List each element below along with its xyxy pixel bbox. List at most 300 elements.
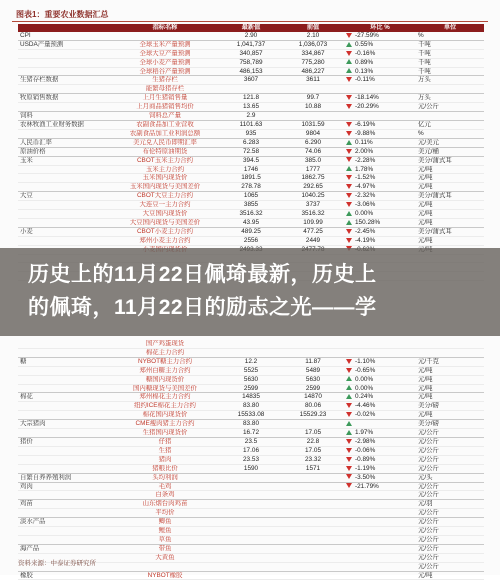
row-category bbox=[18, 218, 110, 227]
row-change bbox=[344, 340, 416, 348]
down-triangle-icon bbox=[346, 104, 352, 109]
row-change-text: -1.10% bbox=[355, 357, 376, 365]
row-previous-value bbox=[282, 147, 344, 156]
row-previous-value-text: 5630 bbox=[305, 375, 321, 383]
row-previous-value-text: 6.290 bbox=[305, 138, 321, 146]
row-indicator bbox=[110, 40, 220, 49]
row-latest-value-text: 43.95 bbox=[243, 218, 259, 226]
row-change-text: -4.97% bbox=[355, 183, 376, 191]
row-unit bbox=[416, 156, 484, 165]
row-change bbox=[344, 464, 416, 473]
row-change-text: -6.19% bbox=[355, 120, 376, 128]
row-previous-value-text: 1777 bbox=[305, 165, 321, 173]
row-previous-value-text: 1,036,073 bbox=[298, 40, 328, 48]
down-triangle-icon bbox=[346, 95, 352, 100]
row-unit-text: 元/公斤 bbox=[418, 527, 439, 535]
row-category-text: CPI bbox=[20, 31, 31, 39]
row-change bbox=[344, 473, 416, 482]
table-row bbox=[18, 138, 484, 147]
row-change bbox=[344, 236, 416, 245]
row-latest-value-text: 1101.63 bbox=[239, 120, 263, 128]
row-unit-text: 美分/磅 bbox=[418, 402, 439, 410]
row-previous-value-text: 15529.23 bbox=[299, 411, 327, 419]
row-unit bbox=[416, 103, 484, 112]
row-latest-value bbox=[220, 500, 282, 509]
row-indicator-text: 全球玉米产量预测 bbox=[139, 40, 191, 48]
row-unit-text: 元/吨 bbox=[418, 165, 433, 173]
col-header: 最新值 bbox=[220, 24, 282, 32]
row-unit-text: % bbox=[418, 31, 424, 39]
row-indicator bbox=[110, 76, 220, 85]
row-change-text: 150.28% bbox=[355, 218, 381, 226]
row-change bbox=[344, 482, 416, 491]
row-change bbox=[344, 227, 416, 236]
row-latest-value bbox=[220, 67, 282, 76]
row-previous-value-text: 74.06 bbox=[305, 147, 321, 155]
row-previous-value bbox=[282, 571, 344, 580]
row-previous-value bbox=[282, 402, 344, 411]
row-category bbox=[18, 393, 110, 402]
row-indicator bbox=[110, 192, 220, 201]
title-overlay-banner bbox=[0, 248, 500, 336]
row-latest-value bbox=[220, 49, 282, 58]
row-unit-text: 元/吨 bbox=[418, 366, 433, 374]
row-category-text: 牧原销售数据 bbox=[20, 94, 59, 102]
row-previous-value-text: 1040.25 bbox=[301, 192, 325, 200]
row-previous-value bbox=[282, 58, 344, 67]
row-change-text: -2.32% bbox=[355, 192, 376, 200]
row-unit bbox=[416, 393, 484, 402]
row-previous-value-text: 5489 bbox=[305, 366, 321, 374]
row-category bbox=[18, 411, 110, 420]
row-latest-value bbox=[220, 420, 282, 429]
row-indicator-text: 棉花主力合约 bbox=[145, 348, 185, 356]
row-latest-value bbox=[220, 94, 282, 103]
row-category-text: 大宗猪肉 bbox=[20, 420, 46, 428]
row-indicator bbox=[110, 201, 220, 210]
row-indicator bbox=[110, 491, 220, 500]
row-previous-value bbox=[282, 67, 344, 76]
row-latest-value-text: 16.72 bbox=[243, 429, 259, 437]
row-previous-value bbox=[282, 527, 344, 536]
row-category bbox=[18, 509, 110, 518]
row-previous-value bbox=[282, 455, 344, 464]
row-change bbox=[344, 32, 416, 40]
down-triangle-icon bbox=[346, 51, 352, 56]
row-latest-value-text: 23.53 bbox=[243, 455, 259, 463]
row-latest-value bbox=[220, 138, 282, 147]
row-latest-value-text: 278.78 bbox=[241, 183, 261, 191]
table-row bbox=[18, 429, 484, 438]
row-unit-text: 元/公斤 bbox=[418, 437, 439, 445]
row-change-text: -2.28% bbox=[355, 156, 376, 164]
table-row bbox=[18, 76, 484, 85]
row-unit-text: 元/公斤 bbox=[418, 103, 439, 111]
row-change-text: -4.46% bbox=[355, 402, 376, 410]
table-row bbox=[18, 437, 484, 446]
row-change-text: 0.11% bbox=[355, 138, 373, 146]
row-unit-text: 美分/磅 bbox=[418, 420, 439, 428]
col-header: 单位 bbox=[416, 24, 484, 32]
row-category bbox=[18, 375, 110, 384]
row-unit bbox=[416, 201, 484, 210]
row-indicator bbox=[110, 500, 220, 509]
row-category bbox=[18, 147, 110, 156]
row-latest-value bbox=[220, 85, 282, 94]
row-category-text: 糖 bbox=[20, 357, 27, 365]
row-indicator bbox=[110, 420, 220, 429]
row-previous-value bbox=[282, 218, 344, 227]
down-triangle-icon bbox=[346, 157, 352, 162]
row-indicator bbox=[110, 236, 220, 245]
row-previous-value bbox=[282, 76, 344, 85]
up-triangle-icon bbox=[346, 376, 352, 381]
row-indicator-text: 农副食品加工业利润总额 bbox=[129, 129, 201, 137]
row-latest-value bbox=[220, 129, 282, 138]
table-row bbox=[18, 129, 484, 138]
row-latest-value bbox=[220, 375, 282, 384]
row-category bbox=[18, 455, 110, 464]
row-indicator-text: 毛鸡 bbox=[158, 482, 172, 490]
row-indicator bbox=[110, 571, 220, 580]
row-category bbox=[18, 67, 110, 76]
row-latest-value-text: 489.25 bbox=[241, 227, 261, 235]
row-change bbox=[344, 58, 416, 67]
row-indicator-text: 生猪存栏 bbox=[152, 76, 178, 84]
row-unit-text: 元/公斤 bbox=[418, 446, 439, 454]
row-indicator-text: 大豆国内现货与美国差价 bbox=[129, 218, 201, 226]
row-unit bbox=[416, 411, 484, 420]
row-change-text: -27.59% bbox=[355, 31, 379, 39]
row-previous-value-text: 80.06 bbox=[305, 402, 321, 410]
row-indicator-text: 带鱼 bbox=[158, 544, 172, 552]
row-previous-value bbox=[282, 129, 344, 138]
row-unit bbox=[416, 527, 484, 536]
row-previous-value-text: 14870 bbox=[304, 393, 322, 401]
row-indicator bbox=[110, 49, 220, 58]
row-indicator-text: CBOT大豆主力合约 bbox=[136, 192, 194, 200]
row-unit-text: 元/公斤 bbox=[418, 553, 439, 561]
up-triangle-icon bbox=[346, 421, 352, 426]
row-previous-value bbox=[282, 156, 344, 165]
row-change bbox=[344, 138, 416, 147]
row-indicator bbox=[110, 411, 220, 420]
row-change bbox=[344, 120, 416, 129]
down-triangle-icon bbox=[346, 457, 352, 462]
row-change bbox=[344, 156, 416, 165]
row-previous-value-text: 1031.59 bbox=[301, 120, 325, 128]
up-triangle-icon bbox=[346, 394, 352, 399]
row-category bbox=[18, 518, 110, 527]
table-row bbox=[18, 32, 484, 40]
row-indicator bbox=[110, 103, 220, 112]
row-latest-value bbox=[220, 429, 282, 438]
row-category bbox=[18, 32, 110, 40]
row-unit bbox=[416, 340, 484, 348]
up-triangle-icon bbox=[346, 42, 352, 47]
down-triangle-icon bbox=[346, 202, 352, 207]
row-category bbox=[18, 210, 110, 219]
row-indicator-text: CBOT玉米主力合约 bbox=[136, 156, 194, 164]
row-change bbox=[344, 210, 416, 219]
row-latest-value bbox=[220, 455, 282, 464]
row-indicator bbox=[110, 120, 220, 129]
row-indicator-text: 糖国内现货价 bbox=[145, 375, 185, 383]
row-previous-value bbox=[282, 227, 344, 236]
row-previous-value-text: 1862.75 bbox=[301, 174, 325, 182]
row-indicator bbox=[110, 482, 220, 491]
row-indicator-text: NYBOT橡胶 bbox=[147, 571, 183, 579]
row-indicator bbox=[110, 473, 220, 482]
row-change-text: -3.50% bbox=[355, 473, 376, 481]
row-previous-value-text: 775,280 bbox=[301, 58, 325, 66]
row-previous-value bbox=[282, 210, 344, 219]
row-unit-text: 元/吨 bbox=[418, 384, 433, 392]
row-change-text: 0.00% bbox=[355, 210, 374, 218]
row-category-text: 鸡苗 bbox=[20, 500, 33, 508]
row-previous-value bbox=[282, 553, 344, 562]
row-latest-value-text: 2599 bbox=[243, 384, 259, 392]
row-category bbox=[18, 437, 110, 446]
row-previous-value bbox=[282, 429, 344, 438]
row-previous-value bbox=[282, 375, 344, 384]
up-triangle-icon bbox=[346, 385, 352, 390]
table-body-lower bbox=[18, 340, 484, 580]
row-category bbox=[18, 544, 110, 553]
row-latest-value bbox=[220, 40, 282, 49]
row-category bbox=[18, 76, 110, 85]
up-triangle-icon bbox=[346, 140, 352, 145]
row-indicator-text: 猪粮比价 bbox=[152, 464, 178, 472]
row-unit bbox=[416, 120, 484, 129]
table-row bbox=[18, 40, 484, 49]
row-indicator bbox=[110, 464, 220, 473]
row-unit bbox=[416, 491, 484, 500]
row-latest-value bbox=[220, 544, 282, 553]
row-category bbox=[18, 236, 110, 245]
table-row bbox=[18, 527, 484, 536]
row-latest-value-text: 1891.5 bbox=[241, 174, 261, 182]
row-category bbox=[18, 183, 110, 192]
row-category-text: 饲料 bbox=[20, 112, 33, 120]
row-unit bbox=[416, 571, 484, 580]
row-indicator bbox=[110, 429, 220, 438]
table-row bbox=[18, 112, 484, 121]
row-change bbox=[344, 491, 416, 500]
row-category bbox=[18, 402, 110, 411]
row-latest-value bbox=[220, 227, 282, 236]
row-latest-value bbox=[220, 535, 282, 544]
down-triangle-icon bbox=[346, 175, 352, 180]
row-change bbox=[344, 375, 416, 384]
agri-data-table-lower bbox=[18, 340, 484, 580]
table-row bbox=[18, 384, 484, 393]
row-unit bbox=[416, 192, 484, 201]
row-indicator-text: 上月商品猪销售均价 bbox=[136, 103, 194, 111]
row-latest-value-text: 935 bbox=[245, 129, 257, 137]
row-indicator-text: NYBOT糖主力合约 bbox=[138, 357, 192, 365]
row-latest-value bbox=[220, 509, 282, 518]
row-category bbox=[18, 348, 110, 357]
row-category bbox=[18, 103, 110, 112]
row-category-text: 人民币汇率 bbox=[20, 138, 52, 146]
row-indicator bbox=[110, 156, 220, 165]
row-unit-text: 美分/蒲式耳 bbox=[418, 192, 452, 200]
row-unit bbox=[416, 174, 484, 183]
row-indicator-text: 玉米主力合约 bbox=[145, 165, 185, 173]
down-triangle-icon bbox=[346, 238, 352, 243]
row-unit-text: 元/公斤 bbox=[418, 429, 439, 437]
table-row bbox=[18, 147, 484, 156]
row-indicator bbox=[110, 210, 220, 219]
row-change-text: -1.52% bbox=[355, 174, 376, 182]
table-row bbox=[18, 183, 484, 192]
row-indicator bbox=[110, 58, 220, 67]
row-latest-value-text: 5525 bbox=[243, 366, 259, 374]
row-unit-text: 元/吨 bbox=[418, 571, 433, 579]
row-change bbox=[344, 112, 416, 121]
table-row bbox=[18, 482, 484, 491]
table-row bbox=[18, 544, 484, 553]
down-triangle-icon bbox=[346, 229, 352, 234]
row-unit bbox=[416, 67, 484, 76]
row-category bbox=[18, 85, 110, 94]
row-indicator-text: 山东烟台肉鸡苗 bbox=[142, 500, 188, 508]
table-row bbox=[18, 340, 484, 348]
row-change bbox=[344, 76, 416, 85]
row-category bbox=[18, 192, 110, 201]
row-indicator-text: 全球稻谷产量预测 bbox=[139, 67, 191, 75]
row-indicator bbox=[110, 67, 220, 76]
row-latest-value bbox=[220, 156, 282, 165]
row-previous-value-text: 17.05 bbox=[305, 429, 321, 437]
row-indicator-text: 能繁母猪存栏 bbox=[145, 85, 185, 93]
row-category bbox=[18, 129, 110, 138]
table-row bbox=[18, 518, 484, 527]
overlay-title: 历史上的11月22日佩琦最新，历史上 的佩琦，11月22日的励志之光——学 bbox=[28, 263, 377, 319]
row-change bbox=[344, 366, 416, 375]
row-category bbox=[18, 535, 110, 544]
down-triangle-icon bbox=[346, 122, 352, 127]
row-latest-value-text: 1746 bbox=[243, 165, 259, 173]
row-latest-value bbox=[220, 183, 282, 192]
row-previous-value-text: 385.0 bbox=[305, 156, 321, 164]
row-category-text: 自繁自养养殖利润 bbox=[20, 473, 72, 481]
row-indicator-text: 大豆国内现货价 bbox=[142, 210, 188, 218]
row-indicator-text: 大连豆一主力合约 bbox=[139, 201, 191, 209]
row-category-text: 棉花 bbox=[20, 393, 33, 401]
row-change-text: -0.02% bbox=[355, 411, 376, 419]
row-previous-value bbox=[282, 85, 344, 94]
row-indicator bbox=[110, 340, 220, 348]
row-latest-value bbox=[220, 210, 282, 219]
row-unit-text: 元/公斤 bbox=[418, 544, 439, 552]
up-triangle-icon bbox=[346, 166, 352, 171]
row-change-text: -20.29% bbox=[355, 103, 379, 111]
table-header-row bbox=[18, 24, 484, 32]
row-indicator-text: 农副食品加工业营收 bbox=[136, 120, 194, 128]
row-previous-value-text: 1571 bbox=[305, 464, 321, 472]
row-category bbox=[18, 138, 110, 147]
row-latest-value-text: 17.06 bbox=[243, 446, 259, 454]
row-previous-value-text: 11.87 bbox=[305, 357, 321, 365]
row-unit-text: 元/吨 bbox=[418, 236, 433, 244]
row-previous-value bbox=[282, 384, 344, 393]
row-category bbox=[18, 500, 110, 509]
row-category bbox=[18, 40, 110, 49]
row-unit bbox=[416, 464, 484, 473]
row-unit-text: 元/公斤 bbox=[418, 464, 439, 472]
row-previous-value bbox=[282, 183, 344, 192]
row-unit-text: 元/吨 bbox=[418, 375, 433, 383]
row-previous-value bbox=[282, 366, 344, 375]
table-row bbox=[18, 357, 484, 366]
row-category-text: 生猪存栏数据 bbox=[20, 76, 59, 84]
row-change bbox=[344, 183, 416, 192]
row-change bbox=[344, 129, 416, 138]
row-category-text: 淡水产品 bbox=[20, 518, 46, 526]
row-latest-value bbox=[220, 437, 282, 446]
row-latest-value-text: 2556 bbox=[243, 236, 259, 244]
row-indicator bbox=[110, 165, 220, 174]
row-latest-value-text: 12.2 bbox=[244, 357, 258, 365]
row-unit-text: 元/公斤 bbox=[418, 509, 439, 517]
table-row bbox=[18, 411, 484, 420]
row-latest-value-text: 340,857 bbox=[239, 49, 263, 57]
row-latest-value-text: 121.8 bbox=[243, 94, 259, 102]
row-unit bbox=[416, 562, 484, 571]
row-previous-value bbox=[282, 491, 344, 500]
row-indicator bbox=[110, 455, 220, 464]
row-category-text: 农林牧渔工业财务数据 bbox=[20, 120, 84, 128]
row-unit bbox=[416, 544, 484, 553]
row-unit bbox=[416, 420, 484, 429]
down-triangle-icon bbox=[346, 448, 352, 453]
table-row bbox=[18, 420, 484, 429]
down-triangle-icon bbox=[346, 474, 352, 479]
row-indicator-text: 全球小麦产量预测 bbox=[139, 58, 191, 66]
row-change-text: -0.06% bbox=[355, 446, 376, 454]
row-change bbox=[344, 201, 416, 210]
row-category bbox=[18, 94, 110, 103]
row-previous-value bbox=[282, 562, 344, 571]
row-previous-value-text: 23.32 bbox=[305, 455, 321, 463]
table-row bbox=[18, 375, 484, 384]
row-change-text: 1.97% bbox=[355, 429, 374, 437]
row-indicator-text: 仔猪 bbox=[158, 437, 172, 445]
row-indicator bbox=[110, 384, 220, 393]
col-header: 指标名称 bbox=[110, 24, 220, 32]
row-change bbox=[344, 571, 416, 580]
down-triangle-icon bbox=[346, 193, 352, 198]
row-indicator-text: 郑州棉花主力合约 bbox=[139, 393, 191, 401]
row-indicator-text: CBOT小麦主力合约 bbox=[136, 227, 194, 235]
row-unit-text: 元/千克 bbox=[418, 357, 439, 365]
row-latest-value-text: 5630 bbox=[243, 375, 259, 383]
row-change bbox=[344, 527, 416, 536]
row-latest-value-text: 3516.32 bbox=[239, 210, 263, 218]
row-category bbox=[18, 58, 110, 67]
row-latest-value bbox=[220, 120, 282, 129]
row-latest-value bbox=[220, 473, 282, 482]
row-change bbox=[344, 500, 416, 509]
row-change-text: 0.13% bbox=[355, 67, 374, 75]
row-indicator bbox=[110, 112, 220, 121]
row-category bbox=[18, 366, 110, 375]
row-change bbox=[344, 509, 416, 518]
row-latest-value bbox=[220, 218, 282, 227]
row-change bbox=[344, 94, 416, 103]
